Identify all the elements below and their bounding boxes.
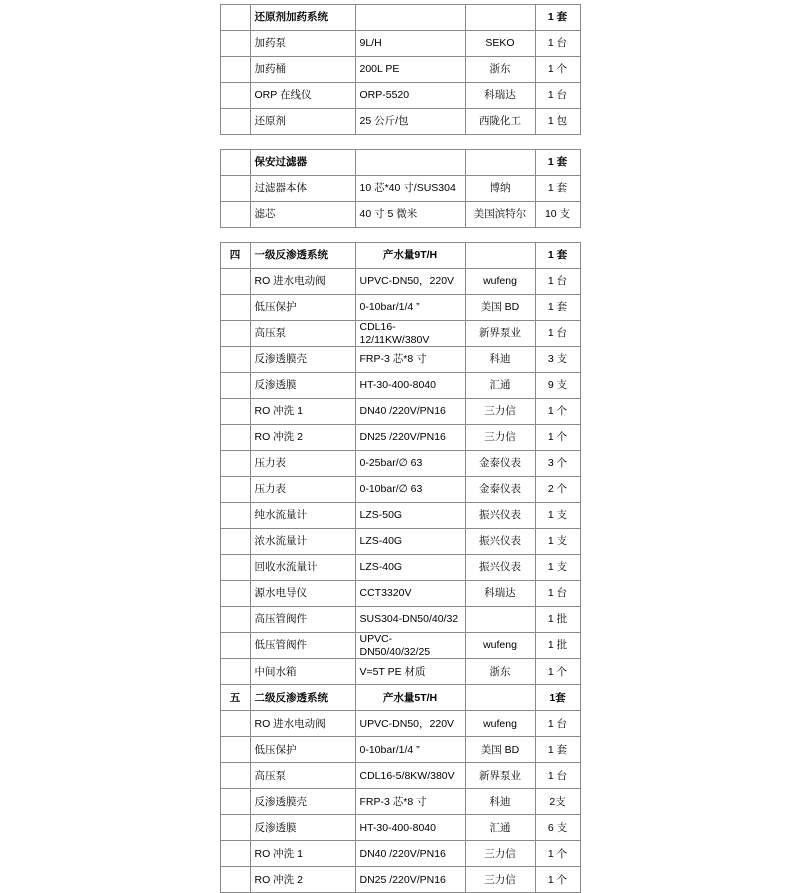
table-row bbox=[220, 763, 580, 789]
cell-spec: 25 公斤/包 bbox=[355, 109, 465, 135]
cell-spec: 0-10bar/1/4 ” bbox=[355, 295, 465, 321]
table-row bbox=[220, 867, 580, 893]
cell-brand: 金泰仪表 bbox=[465, 477, 535, 503]
cell-spec: FRP-3 芯*8 寸 bbox=[355, 789, 465, 815]
cell-index bbox=[220, 815, 250, 841]
cell-qty: 1 套 bbox=[535, 5, 580, 31]
cell-index bbox=[220, 295, 250, 321]
cell-index bbox=[220, 581, 250, 607]
cell-name: RO 冲洗 1 bbox=[250, 399, 355, 425]
cell-spec: UPVC-DN50，220V bbox=[355, 269, 465, 295]
cell-name: 高压管阀件 bbox=[250, 607, 355, 633]
cell-qty: 1 个 bbox=[535, 867, 580, 893]
cell-spec: 0-10bar/1/4 ” bbox=[355, 737, 465, 763]
cell-spec: DN25 /220V/PN16 bbox=[355, 425, 465, 451]
cell-index bbox=[220, 503, 250, 529]
cell-name: RO 进水电动阀 bbox=[250, 269, 355, 295]
equipment-table bbox=[220, 149, 581, 228]
cell-brand bbox=[465, 685, 535, 711]
cell-brand: 汇通 bbox=[465, 815, 535, 841]
table-row bbox=[220, 425, 580, 451]
table-row bbox=[220, 789, 580, 815]
cell-index bbox=[220, 202, 250, 228]
cell-spec: LZS-40G bbox=[355, 529, 465, 555]
cell-spec: UPVC-DN50/40/32/25 bbox=[355, 633, 465, 659]
cell-brand: 金泰仪表 bbox=[465, 451, 535, 477]
cell-name: 高压泵 bbox=[250, 321, 355, 347]
cell-name: 反渗透膜壳 bbox=[250, 789, 355, 815]
cell-spec: CDL16-12/11KW/380V bbox=[355, 321, 465, 347]
cell-qty: 10 支 bbox=[535, 202, 580, 228]
cell-brand: wufeng bbox=[465, 711, 535, 737]
cell-brand: 三力信 bbox=[465, 867, 535, 893]
table-row bbox=[220, 555, 580, 581]
cell-qty: 1 个 bbox=[535, 57, 580, 83]
cell-index bbox=[220, 451, 250, 477]
equipment-table bbox=[220, 4, 581, 135]
cell-name: 保安过滤器 bbox=[250, 150, 355, 176]
cell-name: 过滤器本体 bbox=[250, 176, 355, 202]
cell-index bbox=[220, 269, 250, 295]
cell-qty: 6 支 bbox=[535, 815, 580, 841]
table-row bbox=[220, 711, 580, 737]
table-section-row bbox=[220, 5, 580, 31]
table-row bbox=[220, 31, 580, 57]
cell-brand: 科迪 bbox=[465, 347, 535, 373]
table-row bbox=[220, 659, 580, 685]
cell-name: 反渗透膜 bbox=[250, 373, 355, 399]
cell-spec: SUS304-DN50/40/32 bbox=[355, 607, 465, 633]
cell-name: 低压保护 bbox=[250, 737, 355, 763]
table-row bbox=[220, 269, 580, 295]
cell-spec: 9L/H bbox=[355, 31, 465, 57]
cell-brand: 浙东 bbox=[465, 57, 535, 83]
cell-spec: CDL16-5/8KW/380V bbox=[355, 763, 465, 789]
cell-index bbox=[220, 176, 250, 202]
cell-spec: DN25 /220V/PN16 bbox=[355, 867, 465, 893]
cell-qty: 1 支 bbox=[535, 529, 580, 555]
cell-qty: 1 包 bbox=[535, 109, 580, 135]
cell-brand bbox=[465, 243, 535, 269]
cell-brand: 新界泵业 bbox=[465, 763, 535, 789]
cell-name: 高压泵 bbox=[250, 763, 355, 789]
table-row bbox=[220, 529, 580, 555]
table-section-row bbox=[220, 685, 580, 711]
cell-qty: 1 套 bbox=[535, 295, 580, 321]
tables-root bbox=[0, 4, 800, 893]
cell-qty: 1 套 bbox=[535, 176, 580, 202]
cell-brand: 科瑞达 bbox=[465, 581, 535, 607]
cell-index bbox=[220, 347, 250, 373]
cell-index bbox=[220, 841, 250, 867]
cell-index bbox=[220, 607, 250, 633]
cell-spec: 0-25bar/∅ 63 bbox=[355, 451, 465, 477]
cell-index: 四 bbox=[220, 243, 250, 269]
table-section-row bbox=[220, 243, 580, 269]
table-row bbox=[220, 607, 580, 633]
cell-index bbox=[220, 321, 250, 347]
cell-qty: 1 台 bbox=[535, 711, 580, 737]
cell-index bbox=[220, 373, 250, 399]
cell-qty: 1 个 bbox=[535, 425, 580, 451]
cell-brand: 美国滨特尔 bbox=[465, 202, 535, 228]
cell-brand: 新界泵业 bbox=[465, 321, 535, 347]
cell-index bbox=[220, 31, 250, 57]
cell-qty: 1 批 bbox=[535, 607, 580, 633]
cell-spec: 产水量9T/H bbox=[355, 243, 465, 269]
cell-qty: 1 批 bbox=[535, 633, 580, 659]
table-gap bbox=[0, 228, 800, 242]
cell-brand: SEKO bbox=[465, 31, 535, 57]
cell-brand bbox=[465, 607, 535, 633]
cell-brand: 振兴仪表 bbox=[465, 555, 535, 581]
cell-name: 压力表 bbox=[250, 451, 355, 477]
cell-name: RO 进水电动阀 bbox=[250, 711, 355, 737]
table-row bbox=[220, 202, 580, 228]
cell-spec: 产水量5T/H bbox=[355, 685, 465, 711]
cell-qty: 1 台 bbox=[535, 31, 580, 57]
cell-spec: LZS-40G bbox=[355, 555, 465, 581]
cell-brand: 科迪 bbox=[465, 789, 535, 815]
cell-qty: 3 个 bbox=[535, 451, 580, 477]
cell-index bbox=[220, 399, 250, 425]
cell-name: 反渗透膜 bbox=[250, 815, 355, 841]
cell-index bbox=[220, 555, 250, 581]
cell-qty: 1 套 bbox=[535, 150, 580, 176]
cell-qty: 1套 bbox=[535, 685, 580, 711]
cell-index bbox=[220, 425, 250, 451]
cell-brand: 汇通 bbox=[465, 373, 535, 399]
cell-index bbox=[220, 5, 250, 31]
cell-brand bbox=[465, 5, 535, 31]
table-gap bbox=[0, 135, 800, 149]
cell-spec: CCT3320V bbox=[355, 581, 465, 607]
cell-spec: 10 芯*40 寸/SUS304 bbox=[355, 176, 465, 202]
cell-spec: FRP-3 芯*8 寸 bbox=[355, 347, 465, 373]
cell-brand: 科瑞达 bbox=[465, 83, 535, 109]
cell-index bbox=[220, 83, 250, 109]
cell-name: 二级反渗透系统 bbox=[250, 685, 355, 711]
cell-qty: 1 个 bbox=[535, 841, 580, 867]
table-row bbox=[220, 581, 580, 607]
table-row bbox=[220, 57, 580, 83]
cell-brand: 振兴仪表 bbox=[465, 503, 535, 529]
cell-brand: wufeng bbox=[465, 269, 535, 295]
table-row bbox=[220, 633, 580, 659]
cell-qty: 1 台 bbox=[535, 269, 580, 295]
cell-index bbox=[220, 477, 250, 503]
cell-brand: 西陇化工 bbox=[465, 109, 535, 135]
cell-brand: wufeng bbox=[465, 633, 535, 659]
cell-index bbox=[220, 789, 250, 815]
table-section-row bbox=[220, 150, 580, 176]
cell-name: 浓水流量计 bbox=[250, 529, 355, 555]
cell-qty: 2支 bbox=[535, 789, 580, 815]
equipment-table bbox=[220, 242, 581, 893]
cell-qty: 3 支 bbox=[535, 347, 580, 373]
cell-index bbox=[220, 763, 250, 789]
cell-name: 低压管阀件 bbox=[250, 633, 355, 659]
table-row bbox=[220, 503, 580, 529]
cell-brand: 振兴仪表 bbox=[465, 529, 535, 555]
cell-brand: 三力信 bbox=[465, 425, 535, 451]
cell-spec bbox=[355, 150, 465, 176]
cell-qty: 9 支 bbox=[535, 373, 580, 399]
cell-name: RO 冲洗 2 bbox=[250, 425, 355, 451]
table-row bbox=[220, 83, 580, 109]
cell-name: ORP 在线仪 bbox=[250, 83, 355, 109]
cell-name: 源水电导仪 bbox=[250, 581, 355, 607]
table-row bbox=[220, 321, 580, 347]
cell-name: 低压保护 bbox=[250, 295, 355, 321]
cell-spec bbox=[355, 5, 465, 31]
cell-index bbox=[220, 633, 250, 659]
cell-spec: LZS-50G bbox=[355, 503, 465, 529]
cell-index bbox=[220, 711, 250, 737]
cell-qty: 1 支 bbox=[535, 555, 580, 581]
cell-index bbox=[220, 529, 250, 555]
cell-index bbox=[220, 150, 250, 176]
cell-brand: 博纳 bbox=[465, 176, 535, 202]
cell-brand: 三力信 bbox=[465, 399, 535, 425]
cell-qty: 1 个 bbox=[535, 659, 580, 685]
cell-name: 纯水流量计 bbox=[250, 503, 355, 529]
cell-index: 五 bbox=[220, 685, 250, 711]
cell-name: 还原剂加药系统 bbox=[250, 5, 355, 31]
cell-qty: 1 台 bbox=[535, 581, 580, 607]
cell-spec: DN40 /220V/PN16 bbox=[355, 399, 465, 425]
table-row bbox=[220, 109, 580, 135]
cell-spec: DN40 /220V/PN16 bbox=[355, 841, 465, 867]
cell-qty: 1 台 bbox=[535, 321, 580, 347]
table-row bbox=[220, 737, 580, 763]
table-row bbox=[220, 451, 580, 477]
cell-index bbox=[220, 57, 250, 83]
cell-qty: 1 台 bbox=[535, 83, 580, 109]
table-row bbox=[220, 399, 580, 425]
cell-name: 压力表 bbox=[250, 477, 355, 503]
cell-index bbox=[220, 737, 250, 763]
table-row bbox=[220, 477, 580, 503]
cell-spec: V=5T PE 材质 bbox=[355, 659, 465, 685]
cell-qty: 1 套 bbox=[535, 737, 580, 763]
cell-name: 回收水流量计 bbox=[250, 555, 355, 581]
cell-name: 反渗透膜壳 bbox=[250, 347, 355, 373]
cell-name: 加药泵 bbox=[250, 31, 355, 57]
cell-index bbox=[220, 109, 250, 135]
cell-qty: 2 个 bbox=[535, 477, 580, 503]
cell-name: 滤芯 bbox=[250, 202, 355, 228]
cell-name: 中间水箱 bbox=[250, 659, 355, 685]
table-row bbox=[220, 841, 580, 867]
cell-qty: 1 套 bbox=[535, 243, 580, 269]
cell-spec: HT-30-400-8040 bbox=[355, 815, 465, 841]
cell-brand: 浙东 bbox=[465, 659, 535, 685]
table-row bbox=[220, 295, 580, 321]
cell-index bbox=[220, 867, 250, 893]
cell-brand: 三力信 bbox=[465, 841, 535, 867]
cell-spec: 200L PE bbox=[355, 57, 465, 83]
table-row bbox=[220, 347, 580, 373]
cell-qty: 1 支 bbox=[535, 503, 580, 529]
cell-brand: 美国 BD bbox=[465, 737, 535, 763]
cell-brand: 美国 BD bbox=[465, 295, 535, 321]
cell-brand bbox=[465, 150, 535, 176]
cell-name: 一级反渗透系统 bbox=[250, 243, 355, 269]
table-row bbox=[220, 815, 580, 841]
cell-spec: 0-10bar/∅ 63 bbox=[355, 477, 465, 503]
cell-qty: 1 台 bbox=[535, 763, 580, 789]
cell-name: 还原剂 bbox=[250, 109, 355, 135]
cell-index bbox=[220, 659, 250, 685]
table-row bbox=[220, 373, 580, 399]
table-row bbox=[220, 176, 580, 202]
cell-spec: ORP-5520 bbox=[355, 83, 465, 109]
cell-name: 加药桶 bbox=[250, 57, 355, 83]
cell-name: RO 冲洗 2 bbox=[250, 867, 355, 893]
cell-qty: 1 个 bbox=[535, 399, 580, 425]
cell-spec: UPVC-DN50，220V bbox=[355, 711, 465, 737]
cell-spec: 40 寸 5 微米 bbox=[355, 202, 465, 228]
cell-name: RO 冲洗 1 bbox=[250, 841, 355, 867]
cell-spec: HT-30-400-8040 bbox=[355, 373, 465, 399]
